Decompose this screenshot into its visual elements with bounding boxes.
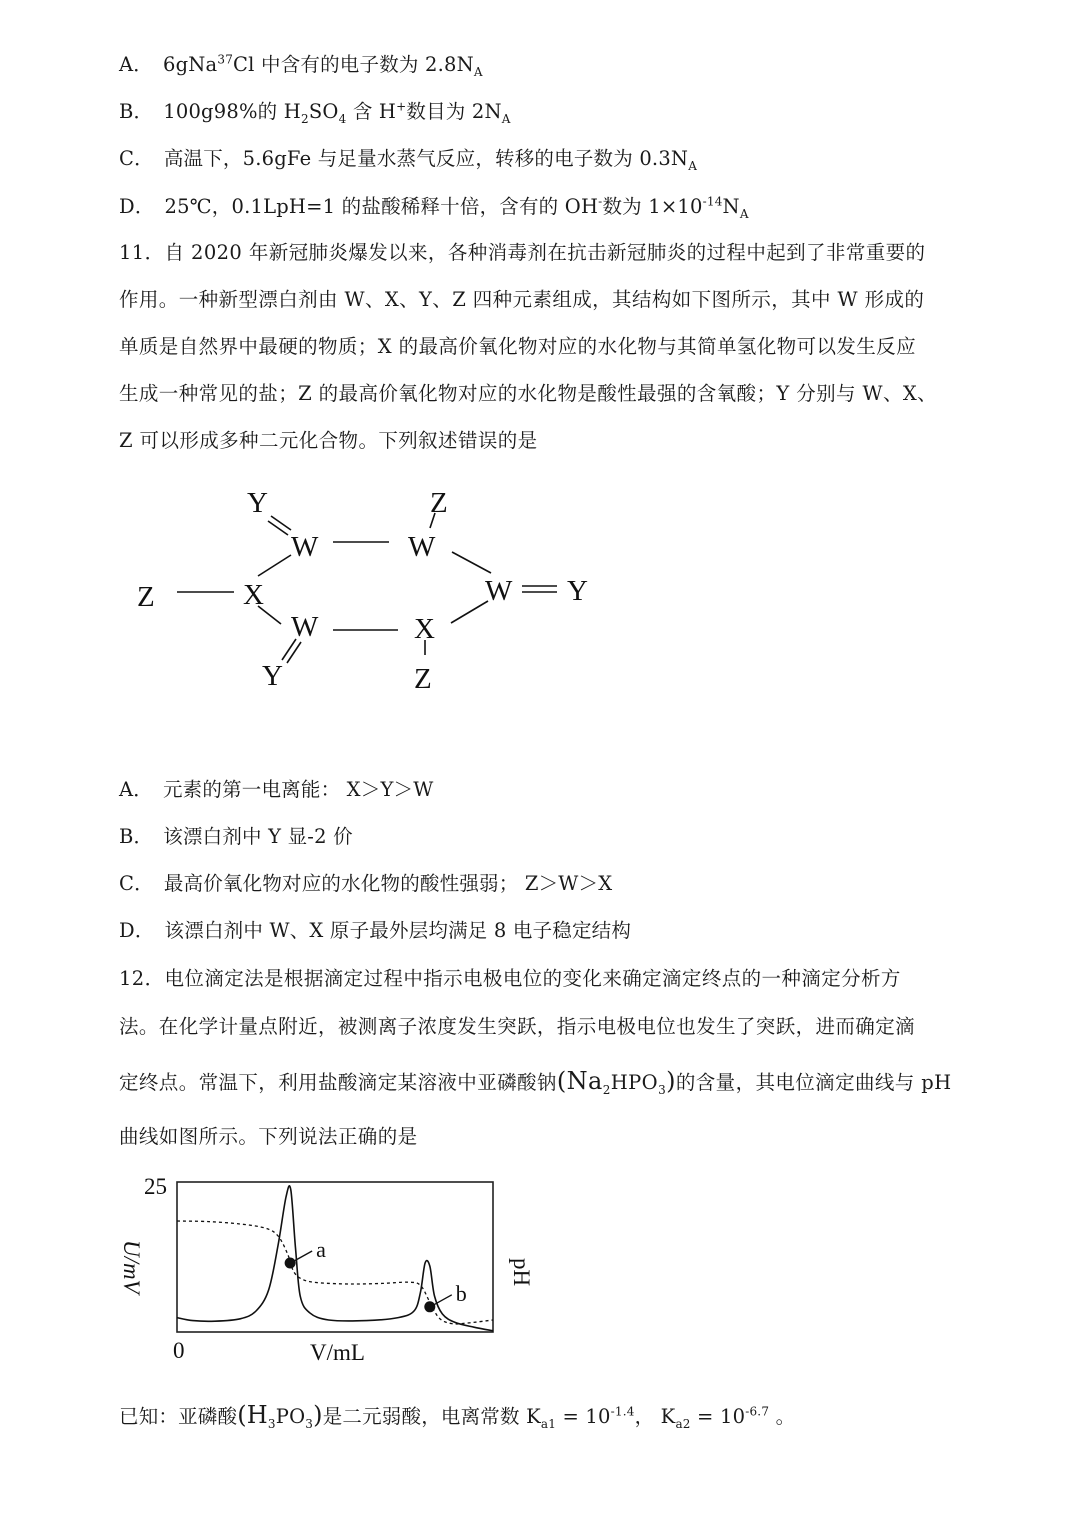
y-axis-label-right: pH: [509, 1258, 534, 1287]
formula-text: ): [313, 1401, 323, 1429]
point-b: [424, 1301, 435, 1312]
option-label: D．: [119, 195, 155, 218]
q11-option-b: [119, 824, 353, 850]
q12-stem-line: 12．电位滴定法是根据滴定过程中指示电极电位的变化来确定滴定终点的一种滴定分析方: [119, 967, 901, 990]
plot-frame: [177, 1182, 493, 1332]
option-label: A．: [119, 778, 153, 801]
q11-stem-line: 11．自 2020 年新冠肺炎爆发以来，各种消毒剂在抗击新冠肺炎的过程中起到了非常重要的: [119, 241, 926, 264]
atom-x: X: [414, 613, 435, 645]
subscript: 3: [658, 1082, 667, 1097]
subscript: A: [473, 64, 483, 79]
option-text: Cl 中含有的电子数为 2.8N: [233, 53, 474, 76]
formula-text: ): [666, 1067, 676, 1095]
superscript: +: [396, 99, 407, 114]
q11-option-d: [119, 918, 631, 944]
y-axis-label-left: U/mV: [119, 1240, 144, 1294]
y-tick-label: 25: [144, 1174, 167, 1199]
bond-y-w-top-2: [268, 521, 288, 535]
formula-text: (Na: [556, 1067, 603, 1095]
bond-y-w-top-1: [271, 516, 291, 530]
q11-stem-line: 生成一种常见的盐；Z 的最高价氧化物对应的水化物是酸性最强的含氧酸；Y 分别与 W、X、: [119, 382, 938, 405]
q12-known-info: [119, 1402, 795, 1430]
subscript: A: [501, 111, 511, 126]
subscript: 3: [267, 1416, 276, 1431]
atom-z: Z: [430, 487, 448, 519]
q12-stem-line: [119, 1068, 952, 1103]
formula-text: PO: [275, 1405, 306, 1428]
q11-stem-line: Z 可以形成多种二元化合物。下列叙述错误的是: [119, 429, 538, 452]
known-text: 。: [769, 1405, 796, 1428]
option-label: B．: [119, 100, 154, 123]
q10-option-d: [119, 194, 749, 220]
point-b-leader: [434, 1295, 452, 1305]
option-text: N: [722, 195, 740, 218]
subscript: a2: [675, 1416, 691, 1431]
option-text: 数目为 2N: [406, 100, 502, 123]
known-text: 是二元弱酸，电离常数 K: [322, 1405, 541, 1428]
option-text: 6gNa: [162, 53, 218, 76]
known-text: = 10: [690, 1405, 746, 1428]
q11-stem-line: 单质是自然界中最硬的物质；X 的最高价氧化物对应的水化物与其简单氢化物可以发生反应: [119, 335, 916, 358]
q10-option-a: [119, 52, 483, 78]
known-text: = 10: [556, 1405, 611, 1428]
q12-stem-line: 法。在化学计量点附近，被测离子浓度发生突跃，指示电极电位也发生了突跃，进而确定滴: [119, 1015, 916, 1038]
q11-structure-diagram: [0, 470, 1080, 710]
atom-y: Y: [247, 487, 268, 519]
option-text: 该漂白剂中 Y 显-2 价: [163, 825, 353, 848]
option-label: D．: [119, 919, 155, 942]
subscript: A: [739, 206, 749, 221]
q12-stem-line: 曲线如图所示。下列说法正确的是: [119, 1125, 418, 1148]
superscript: -14: [702, 194, 723, 209]
option-text: 数为 1×10: [602, 195, 703, 218]
atom-w: W: [291, 611, 319, 643]
ph-curve: [177, 1221, 493, 1324]
x-tick-label: 0: [173, 1338, 185, 1363]
option-text: 25℃，0.1LpH=1 的盐酸稀释十倍，含有的 OH: [164, 195, 599, 218]
option-label: A．: [119, 53, 153, 76]
superscript: -6.7: [745, 1404, 770, 1419]
point-label-b: b: [455, 1280, 467, 1306]
formula-text: (H: [237, 1401, 268, 1429]
stem-text: 定终点。常温下，利用盐酸滴定某溶液中亚磷酸钠: [119, 1071, 557, 1094]
atom-z: Z: [137, 581, 155, 613]
option-label: C．: [119, 872, 154, 895]
atom-x: X: [243, 579, 264, 611]
option-text: 高温下，5.6gFe 与足量水蒸气反应，转移的电子数为 0.3N: [163, 147, 689, 170]
atom-y: Y: [567, 575, 588, 607]
q11-option-a: [119, 777, 433, 803]
x-axis-label: V/mL: [310, 1340, 365, 1365]
option-text: 最高价氧化物对应的水化物的酸性强弱； Z＞W＞X: [163, 872, 613, 895]
titration-chart: [110, 1160, 550, 1370]
subscript: a1: [540, 1416, 557, 1431]
superscript: -1.4: [610, 1404, 635, 1419]
subscript: 2: [602, 1082, 611, 1097]
option-text: 元素的第一电离能： X＞Y＞W: [162, 778, 434, 801]
bond-w-y-bottom-2: [287, 642, 301, 663]
formula-text: HPO: [610, 1071, 659, 1094]
subscript: A: [688, 158, 698, 173]
bond-w-x-right: [451, 601, 488, 623]
known-text: 已知：亚磷酸: [119, 1405, 238, 1428]
option-label: B．: [119, 825, 154, 848]
option-text: 100g98%的 H: [163, 100, 301, 123]
bond-x-w-top: [258, 555, 291, 576]
subscript: 2: [300, 111, 309, 126]
potential-curve: [177, 1186, 493, 1331]
atom-y: Y: [262, 660, 283, 692]
subscript: 4: [338, 111, 347, 126]
q10-option-c: [119, 146, 697, 172]
stem-text: 的含量，其电位滴定曲线与 pH: [675, 1071, 952, 1094]
option-label: C．: [119, 147, 154, 170]
known-text: ， K: [634, 1405, 676, 1428]
bond-w-w-right: [452, 552, 491, 573]
point-a: [285, 1258, 296, 1269]
superscript: 37: [217, 52, 234, 67]
superscript: -: [598, 194, 603, 209]
atom-w: W: [485, 575, 513, 607]
q10-option-b: [119, 99, 511, 125]
option-text: 该漂白剂中 W、X 原子最外层均满足 8 电子稳定结构: [164, 919, 632, 942]
q11-option-c: [119, 871, 612, 897]
atom-w: W: [291, 531, 319, 563]
option-text: 含 H: [346, 100, 397, 123]
atom-w: W: [408, 531, 436, 563]
option-text: SO: [308, 100, 339, 123]
point-label-a: a: [316, 1237, 326, 1262]
atom-z: Z: [414, 663, 432, 695]
subscript: 3: [305, 1416, 314, 1431]
q11-stem-line: 作用。一种新型漂白剂由 W、X、Y、Z 四种元素组成，其结构如下图所示，其中 W 形成的: [119, 288, 925, 311]
